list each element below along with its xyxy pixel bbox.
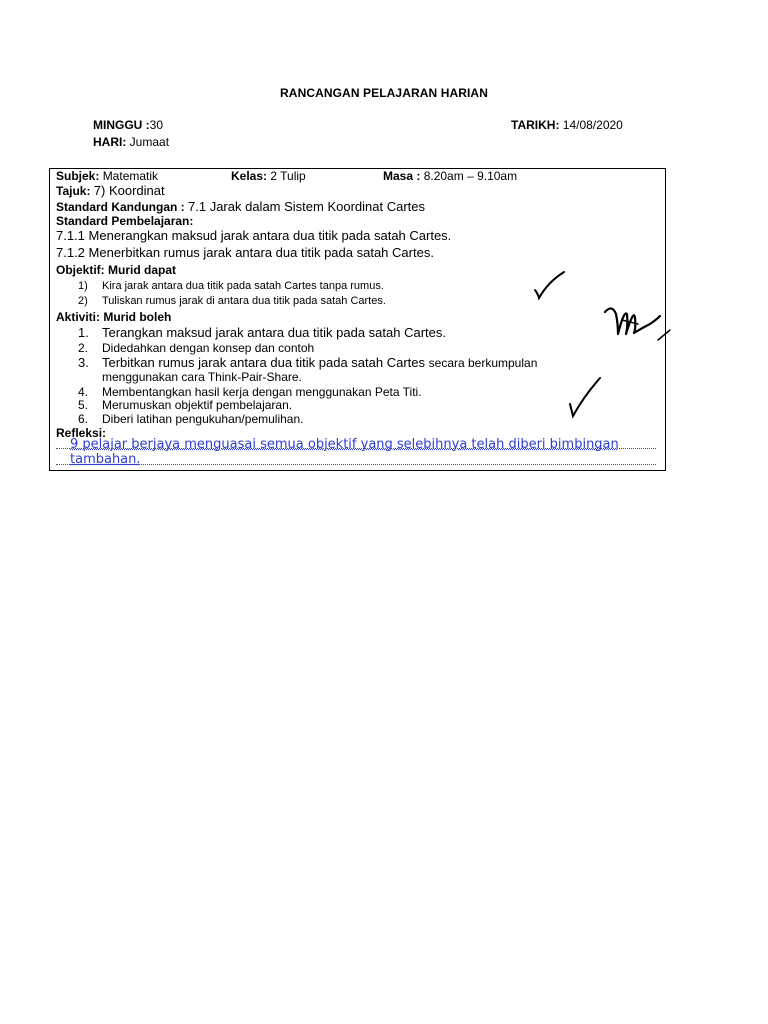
subjek-field (56, 169, 158, 183)
aktiviti-item-number: 6. (78, 412, 89, 426)
minggu-label: MINGGU : (93, 118, 150, 132)
tarikh-label: TARIKH: (511, 118, 560, 132)
checkmark-icon (566, 376, 606, 420)
minggu-field (93, 118, 163, 132)
aktiviti-item (78, 398, 292, 412)
aktiviti-item (78, 341, 314, 355)
tarikh-value: 14/08/2020 (562, 118, 623, 132)
refleksi-label: Refleksi: (56, 426, 107, 440)
tajuk-value: 7) Koordinat (93, 183, 165, 198)
aktiviti-item-text: Merumuskan objektif pembelajaran. (102, 398, 293, 412)
document-title: RANCANGAN PELAJARAN HARIAN (280, 86, 488, 100)
aktiviti-item (78, 355, 537, 370)
refleksi-handwritten-line: tambahan. (70, 452, 141, 467)
hari-label: HARI: (93, 135, 127, 149)
objektif-item-text: Kira jarak antara dua titik pada satah Cartes tanpa rumus. (102, 280, 384, 292)
objektif-item-text: Tuliskan rumus jarak di antara dua titik pada satah Cartes. (102, 295, 386, 307)
kelas-value: 2 Tulip (270, 169, 306, 183)
standard-pembelajaran-label: Standard Pembelajaran: (56, 214, 194, 228)
standard-kandungan-value: 7.1 Jarak dalam Sistem Koordinat Cartes (188, 199, 426, 214)
signature-icon (602, 300, 672, 346)
tarikh-field (511, 118, 623, 132)
objektif-label: Objektif: Murid dapat (56, 263, 176, 277)
aktiviti-item-number: 4. (78, 385, 89, 399)
masa-field (383, 169, 517, 183)
aktiviti-item-text-small: secara berkumpulan (428, 356, 538, 370)
objektif-item (78, 295, 386, 307)
objektif-item-number: 2) (78, 295, 88, 307)
aktiviti-item-number: 5. (78, 398, 89, 412)
standard-kandungan-field (56, 199, 425, 214)
aktiviti-item (78, 412, 303, 426)
subjek-label: Subjek: (56, 169, 100, 183)
aktiviti-item-text: Membentangkan hasil kerja dengan menggunakan Peta Titi. (102, 385, 422, 399)
standard-kandungan-label: Standard Kandungan : (56, 200, 185, 214)
aktiviti-item (78, 385, 422, 399)
aktiviti-item-text: Terbitkan rumus jarak antara dua titik pada satah Cartes (102, 355, 426, 370)
aktiviti-label: Aktiviti: Murid boleh (56, 310, 172, 324)
kelas-label: Kelas: (231, 169, 268, 183)
objektif-item (78, 280, 384, 292)
masa-value: 8.20am – 9.10am (423, 169, 518, 183)
kelas-field (231, 169, 306, 183)
subjek-value: Matematik (102, 169, 159, 183)
aktiviti-item-text: Didedahkan dengan konsep dan contoh (102, 341, 315, 355)
minggu-value: 30 (149, 118, 164, 132)
standard-pembelajaran-item: 7.1.1 Menerangkan maksud jarak antara dua titik pada satah Cartes. (56, 228, 452, 243)
hari-value: Jumaat (129, 135, 170, 149)
masa-label: Masa : (383, 169, 421, 183)
standard-pembelajaran-item: 7.1.2 Menerbitkan rumus jarak antara dua titik pada satah Cartes. (56, 245, 434, 260)
hari-field (93, 135, 169, 149)
lesson-plan-box (49, 168, 666, 471)
checkmark-icon (530, 268, 570, 304)
tajuk-label: Tajuk: (56, 184, 91, 198)
aktiviti-item (78, 325, 446, 340)
aktiviti-item-number: 1. (78, 325, 89, 340)
objektif-item-number: 1) (78, 280, 88, 292)
aktiviti-item-number: 2. (78, 341, 89, 355)
aktiviti-item-text: Terangkan maksud jarak antara dua titik pada satah Cartes. (102, 325, 446, 340)
tajuk-field (56, 183, 165, 198)
aktiviti-item-continuation: menggunakan cara Think-Pair-Share. (102, 370, 302, 384)
refleksi-dotted-line (56, 458, 656, 465)
aktiviti-item-text: Diberi latihan pengukuhan/pemulihan. (102, 412, 304, 426)
aktiviti-item-number: 3. (78, 355, 89, 370)
refleksi-handwritten-line: 9 pelajar berjaya menguasai semua objektif yang selebihnya telah diberi bimbingan (70, 437, 619, 452)
